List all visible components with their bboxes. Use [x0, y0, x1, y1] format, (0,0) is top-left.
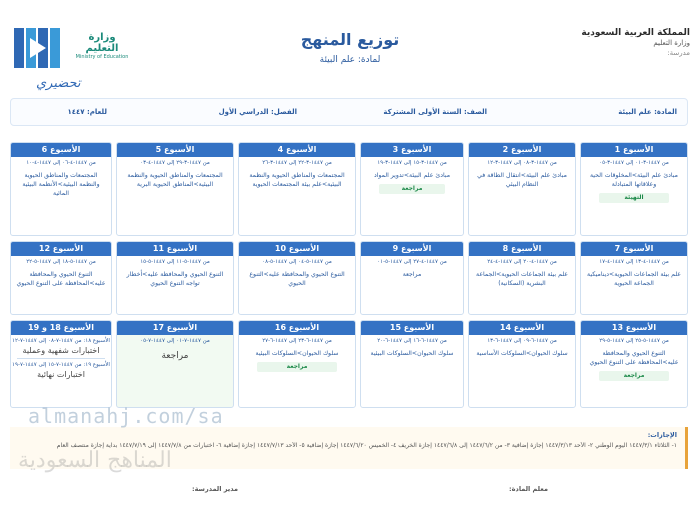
week-card [116, 241, 234, 315]
week-content: التنوع الحيوي والمحافظة عليه>التنوع الحيوي [249, 271, 345, 287]
week-dates: من ١٤٤٧-٤-٢٠ إلى ١٤٤٧-٤-٢٤ [487, 259, 557, 265]
watermark-url: almanahj.com/sa [28, 404, 224, 428]
week-tag: مراجعة [599, 371, 669, 381]
week-dates: من ١٤٤٧-٥-١٨ إلى ١٤٤٧-٥-٢٢ [26, 259, 96, 265]
info-subject: المادة: علم البيئة [618, 108, 677, 116]
week-title: الأسبوع 3 [361, 143, 463, 157]
week-dates: من ١٤٤٧-٤-٠٦ إلى ١٤٤٧-٤-١٠ [26, 160, 96, 166]
watermark-brand: المناهج السعودية [18, 448, 172, 473]
week-tag: التهيئة [599, 193, 669, 203]
week-content: سلوك الحيوان>السلوكات البيئية [370, 350, 454, 357]
week-card [468, 142, 576, 236]
week-dates: من ١٤٤٧-٣-٢٩ إلى ١٤٤٧-٤-٠٣ [140, 160, 210, 166]
week-card [360, 320, 464, 408]
exam-week-18-content: اختبارات شفهية وعملية [22, 346, 100, 355]
week-card [580, 241, 688, 315]
week-title: الأسبوع 2 [469, 143, 575, 157]
exam-week-19-dates: الأسبوع ١٩: من ١٤٤٧-٧-١٥ إلى ١٤٤٧-٧-١٩ [12, 362, 110, 368]
info-year: للعام: ١٤٤٧ [67, 108, 107, 116]
week-dates: من ١٤٤٧-٥-٢٥ إلى ١٤٤٧-٥-٢٩ [599, 338, 669, 344]
week-title: الأسبوع 9 [361, 242, 463, 256]
exam-week-19-content: اختبارات نهائية [37, 370, 85, 379]
week-content: مبادئ علم البيئة>المخلوقات الحية وعلاقاتها المتبادلة [589, 172, 678, 188]
week-title: الأسبوع 13 [581, 321, 687, 335]
week-content: التنوع الحيوي والمحافظة عليه>أخطار تواجه التنوع الحيوي [126, 271, 224, 287]
week-card-review [116, 320, 234, 408]
week-dates: من ١٤٤٧-٦-٢٣ إلى ١٤٤٧-٦-٢٧ [262, 338, 332, 344]
week-card [238, 241, 356, 315]
week-title: الأسبوع 12 [11, 242, 111, 256]
principal-signature-label: مدير المدرسة: [192, 485, 238, 493]
week-content: مبادئ علم البيئة>انتقال الطاقة في النظام البيئي [477, 172, 567, 188]
week-title: الأسبوع 17 [117, 321, 233, 335]
notes-heading: الإجازات: [647, 431, 677, 439]
week-content: المجتمعات والمناطق الحيوية والنظمة البيئية>علم بيئة المجتمعات الحيوية [249, 172, 345, 188]
week-card [580, 142, 688, 236]
week-card [468, 320, 576, 408]
week-card [116, 142, 234, 236]
week-content: سلوك الحيوان>السلوكات البيئية [255, 350, 339, 357]
week-card [10, 142, 112, 236]
week-card [360, 241, 464, 315]
title-block [250, 30, 450, 65]
week-title: الأسبوع 16 [239, 321, 355, 335]
week-tag: مراجعة [379, 184, 445, 194]
week-dates: من ١٤٤٧-٧-٠١ إلى ١٤٤٧-٧-٠٥ [140, 338, 210, 344]
week-title: الأسبوع 14 [469, 321, 575, 335]
week-dates: من ١٤٤٧-٣-٠١ إلى ١٤٤٧-٣-٠٥ [599, 160, 669, 166]
ministry-block [581, 28, 690, 58]
week-card [468, 241, 576, 315]
teacher-signature-label: معلم المادة: [509, 485, 548, 493]
logo-group [12, 18, 132, 91]
week-content: مراجعة [402, 271, 422, 278]
week-dates: من ١٤٤٧-٤-١٣ إلى ١٤٤٧-٤-١٧ [599, 259, 669, 265]
week-dates: من ١٤٤٧-٥-١١ إلى ١٤٤٧-٥-١٥ [140, 259, 210, 265]
week-tag: مراجعة [257, 362, 337, 372]
moe-logo-en: Ministry of Education [75, 54, 129, 60]
week-dates: من ١٤٤٧-٣-٠٨ إلى ١٤٤٧-٣-١٢ [487, 160, 557, 166]
week-card-exams [10, 320, 112, 408]
week-content: سلوك الحيوان>السلوكات الأساسية [476, 350, 568, 357]
moe-logo [72, 32, 132, 60]
week-dates: من ١٤٤٧-٦-١٦ إلى ١٤٤٧-٦-٢٠ [377, 338, 447, 344]
exam-divider [17, 358, 105, 359]
week-title: الأسبوع 5 [117, 143, 233, 157]
week-title: الأسبوع 11 [117, 242, 233, 256]
info-term: الفصل: الدراسي الأول [218, 108, 297, 116]
week-title: الأسبوع 15 [361, 321, 463, 335]
week-card [360, 142, 464, 236]
info-grade: الصف: السنة الأولى المشتركة [383, 108, 487, 116]
week-title: الأسبوع 1 [581, 143, 687, 157]
week-title: الأسبوع 8 [469, 242, 575, 256]
ministry-emblem: المملكة العربية السعودية [581, 28, 690, 38]
exam-week-18-dates: الأسبوع ١٨: من ١٤٤٧-٧-٠٨ إلى ١٤٤٧-٧-١٢ [12, 338, 110, 344]
week-content: مبادئ علم البيئة>تدوير المواد [373, 172, 451, 179]
week-dates: من ١٤٤٧-٣-١٥ إلى ١٤٤٧-٣-١٩ [377, 160, 447, 166]
week-title: الأسبوع 6 [11, 143, 111, 157]
week-card [238, 142, 356, 236]
tahdiri-logo-icon [12, 24, 64, 80]
page-title: توزيع المنهج [300, 30, 400, 49]
week-title: الأسبوع 4 [239, 143, 355, 157]
week-dates: من ١٤٤٧-٤-٢٧ إلى ١٤٤٧-٥-٠١ [377, 259, 447, 265]
tahdiri-wordmark: تحضيري [36, 76, 81, 91]
week-dates: من ١٤٤٧-٣-٢٢ إلى ١٤٤٧-٣-٢٦ [262, 160, 332, 166]
moe-logo-ar: وزارة التعليم [85, 32, 119, 54]
week-title: الأسبوع 10 [239, 242, 355, 256]
week-title: الأسبوع 18 و 19 [11, 321, 111, 335]
week-card [238, 320, 356, 408]
week-card [10, 241, 112, 315]
week-content: مراجعة [161, 351, 189, 361]
ministry-name: وزارة التعليم [653, 39, 690, 47]
week-content: التنوع الحيوي والمحافظة عليه>المحافظة على التنوع الحيوي [16, 271, 106, 287]
week-content: التنوع الحيوي والمحافظة عليه>المحافظة على التنوع الحيوي [589, 350, 679, 366]
week-dates: من ١٤٤٧-٥-٠٤ إلى ١٤٤٧-٥-٠٨ [262, 259, 332, 265]
page-header [0, 0, 698, 92]
week-content: علم بيئة الجماعات الحيوية>ديناميكية الجماعة الحيوية [587, 271, 681, 287]
school-label: مدرسة: [667, 49, 690, 57]
week-content: المجتمعات والمناطق الحيوية والنظمة البيئية>الأنظمة البيئية المائية [22, 172, 100, 197]
week-title: الأسبوع 7 [581, 242, 687, 256]
week-content: المجتمعات والمناطق الحيوية والنظمة البيئية>المناطق الحيوية البرية [127, 172, 223, 188]
subject-subtitle: لمادة: علم البيئة [319, 55, 381, 65]
week-content: علم بيئة الجماعات الحيوية>الجماعة البشرية (السكانية) [476, 271, 568, 287]
notes-text: ١- الثلاثاء ١٤٤٧/٣/١ اليوم الوطني ٢- الأحد ١٤٤٧/٣/١٣ إجازة إضافية ٣- من ١٤٤٧/٦/٢ إلى ١٤٤٧/٦/٨ إجازة الخريف ٤- الخميس ١٤٤٧/٦/٢٠ إجازة إضافية ٥- الأحد ١٤٤٧/٧/١٣ إجازة إضافية ٦- اختبارات من ١٤٤٧/٧/٨ إلى ١٤٤٧/٧/١٩ بداية إجازة منتصف العام [56, 442, 677, 449]
week-card [580, 320, 688, 408]
info-bar [10, 98, 688, 126]
week-dates: من ١٤٤٧-٦-٠٩ إلى ١٤٤٧-٦-١٣ [487, 338, 557, 344]
